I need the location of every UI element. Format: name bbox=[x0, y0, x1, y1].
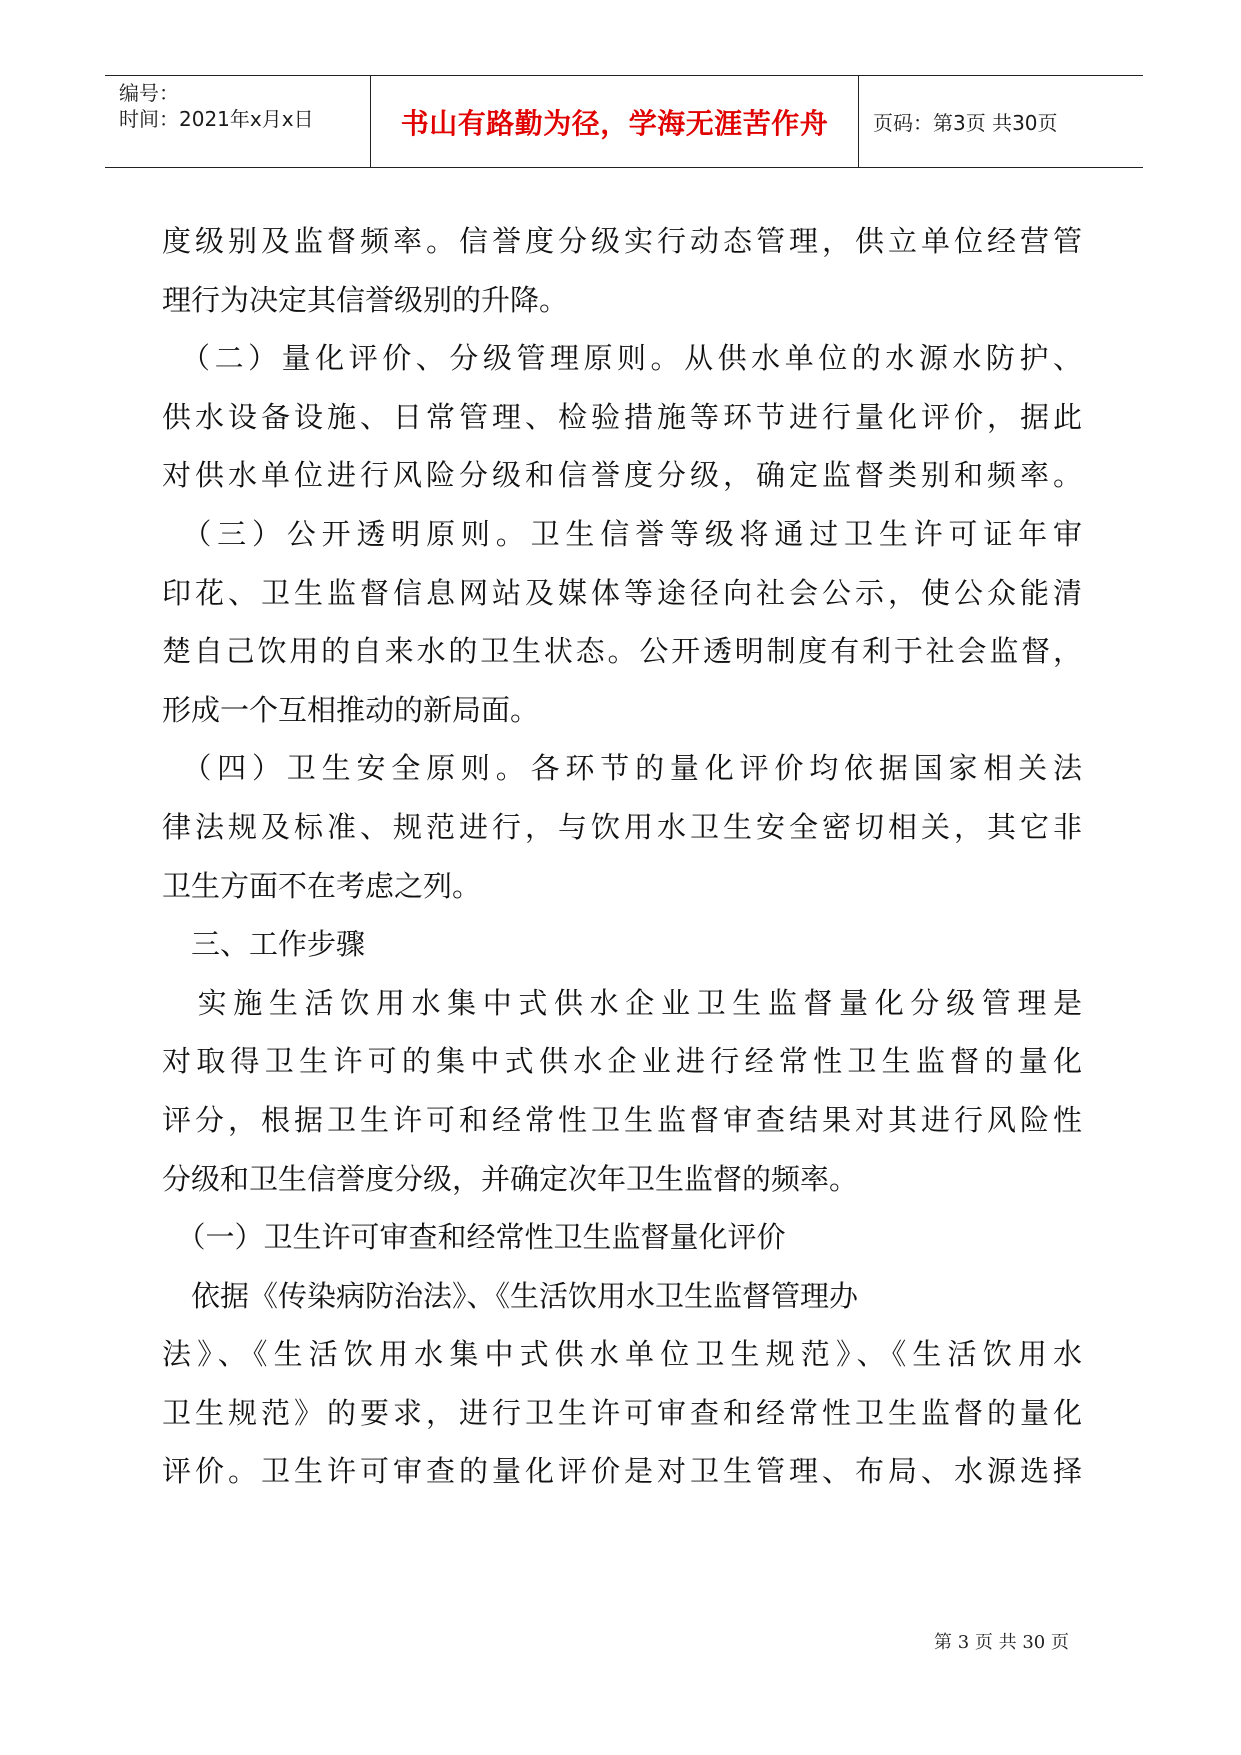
header-motto-cell bbox=[371, 76, 859, 167]
text-line: 评价。卫生许可审查的量化评价是对卫生管理、布局、水源选择 bbox=[162, 1454, 1082, 1489]
text-line: （四）卫生安全原则。各环节的量化评价均依据国家相关法 bbox=[162, 751, 1082, 786]
text-line: 卫生规范》的要求，进行卫生许可审查和经常性卫生监督的量化 bbox=[162, 1395, 1082, 1430]
subsection-heading: （一）卫生许可审查和经常性卫生监督量化评价 bbox=[162, 1220, 786, 1255]
header-motto: 书山有路勤为径，学海无涯苦作舟 bbox=[400, 106, 829, 140]
text-line: 形成一个互相推动的新局面。 bbox=[162, 692, 540, 727]
header-page-info: 页码：第3页 共30页 bbox=[873, 111, 1058, 135]
text-line: 楚自己饮用的自来水的卫生状态。公开透明制度有利于社会监督， bbox=[162, 634, 1082, 669]
text-line: 评分，根据卫生许可和经常性卫生监督审查结果对其进行风险性 bbox=[162, 1102, 1082, 1137]
text-line: 供水设备设施、日常管理、检验措施等环节进行量化评价，据此 bbox=[162, 399, 1082, 434]
footer-page-number: 第 3 页 共 30 页 bbox=[934, 1632, 1069, 1653]
page-header bbox=[105, 75, 1143, 168]
text-line: 印花、卫生监督信息网站及媒体等途径向社会公示，使公众能清 bbox=[162, 575, 1082, 610]
text-line: 法》、《生活饮用水集中式供水单位卫生规范》、《生活饮用水 bbox=[162, 1337, 1082, 1372]
document-body bbox=[162, 212, 1082, 1501]
text-line: 度级别及监督频率。信誉度分级实行动态管理，供立单位经营管 bbox=[162, 224, 1082, 258]
text-line: 对取得卫生许可的集中式供水企业进行经常性卫生监督的量化 bbox=[162, 1044, 1082, 1079]
text-line: 理行为决定其信誉级别的升降。 bbox=[162, 282, 569, 317]
text-line: 分级和卫生信誉度分级，并确定次年卫生监督的频率。 bbox=[162, 1161, 859, 1196]
text-line: 依据《传染病防治法》、《生活饮用水卫生监督管理办 bbox=[162, 1278, 859, 1313]
header-meta-cell bbox=[105, 76, 371, 167]
section-heading: 三、工作步骤 bbox=[162, 927, 366, 962]
text-line: （二）量化评价、分级管理原则。从供水单位的水源水防护、 bbox=[162, 341, 1082, 376]
text-line: （三）公开透明原则。卫生信誉等级将通过卫生许可证年审 bbox=[162, 516, 1082, 551]
document-number-label: 编号： bbox=[119, 81, 179, 105]
text-line: 实施生活饮用水集中式供水企业卫生监督量化分级管理是 bbox=[162, 985, 1082, 1020]
document-date: 时间：2021年x月x日 bbox=[119, 107, 314, 131]
text-line: 卫生方面不在考虑之列。 bbox=[162, 868, 482, 903]
text-line: 对供水单位进行风险分级和信誉度分级，确定监督类别和频率。 bbox=[162, 458, 1082, 493]
text-line: 律法规及标准、规范进行，与饮用水卫生安全密切相关，其它非 bbox=[162, 809, 1082, 844]
